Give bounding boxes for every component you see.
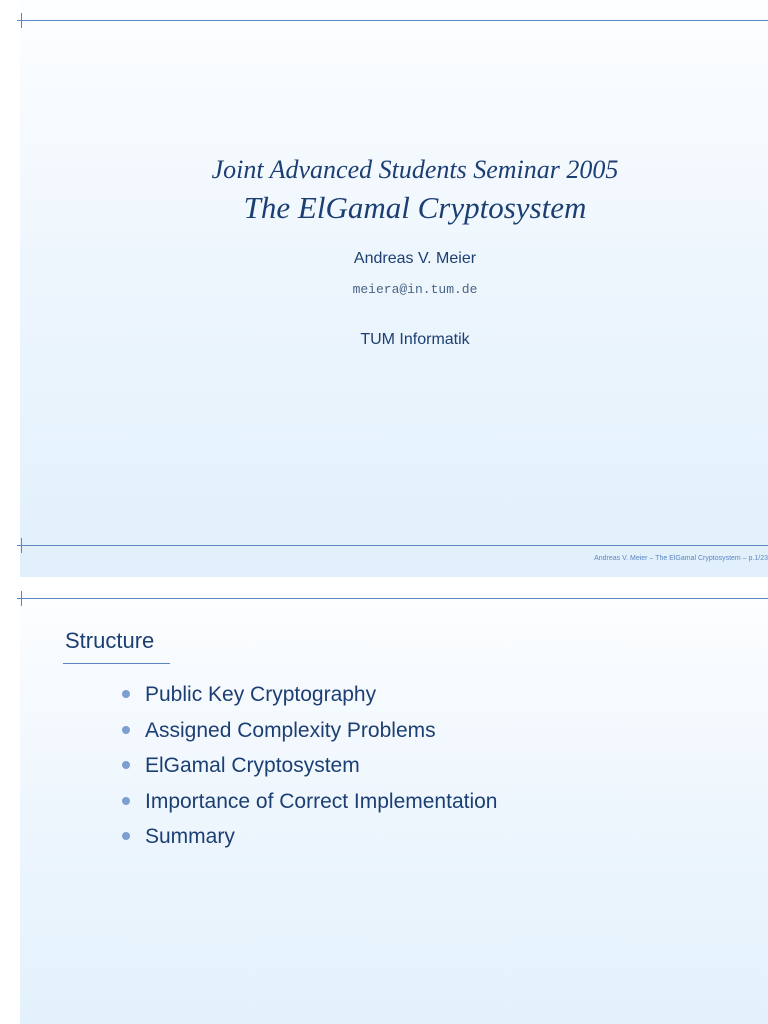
seminar-title: Joint Advanced Students Seminar 2005 [211, 155, 619, 184]
bullet-icon [122, 761, 130, 769]
list-item-label: Assigned Complexity Problems [145, 718, 436, 742]
bullet-icon [122, 690, 130, 698]
slide-footer: Andreas V. Meier – The ElGamal Cryptosystem – p.1/23 [594, 555, 768, 562]
bullet-icon [122, 832, 130, 840]
author-name: Andreas V. Meier [353, 250, 477, 267]
slide1-top-mark-v [21, 13, 22, 28]
list-item [121, 787, 498, 823]
slide1-bottom-rule [20, 545, 768, 546]
affiliation: TUM Informatik [360, 331, 470, 348]
list-item [121, 751, 498, 787]
slide1-bottom-mark-v [21, 538, 22, 553]
slide1-top-rule [20, 20, 768, 21]
author-email: meiera@in.tum.de [352, 282, 478, 297]
outline-list [121, 680, 498, 858]
list-item [121, 680, 498, 716]
section-heading: Structure [65, 628, 155, 653]
section-heading-underline [63, 663, 170, 664]
slide2-top-rule [20, 598, 768, 599]
list-item [121, 822, 498, 858]
bullet-icon [122, 726, 130, 734]
presentation-title: The ElGamal Cryptosystem [243, 190, 587, 225]
list-item-label: Public Key Cryptography [145, 683, 377, 706]
slide2-top-mark-v [21, 591, 22, 606]
list-item-label: Summary [145, 825, 235, 848]
list-item-label: ElGamal Cryptosystem [145, 754, 360, 777]
list-item-label: Importance of Correct Implementation [145, 789, 498, 813]
bullet-icon [122, 797, 130, 805]
list-item [121, 716, 498, 752]
